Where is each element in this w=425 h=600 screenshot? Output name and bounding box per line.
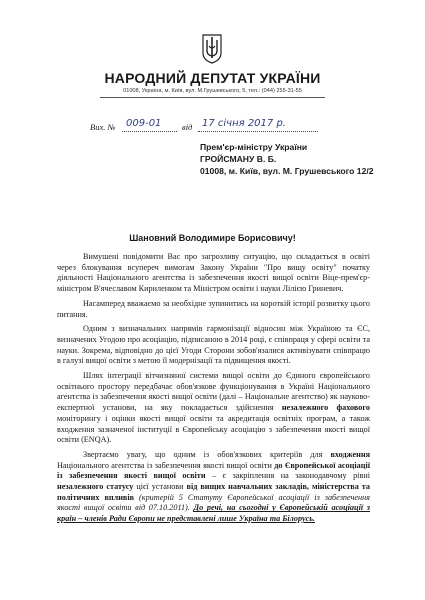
ukraine-trident-emblem-icon [201,34,223,64]
recipient-name: ГРОЙСМАНУ В. Б. [200,154,277,164]
letterhead-title: НАРОДНИЙ ДЕПУТАТ УКРАЇНИ [104,70,321,86]
letterhead-divider [100,97,325,98]
date-label: від [182,122,193,132]
letter-body [57,252,370,529]
paragraph-4: Шлях інтеграції вітчизняної системи вищої освіти до Єдиного європейського освітнього простору передбачає обов'язкове функціонування в Україні Національного агентства із забезпечення якості вищої освіти (далі – Національне агентство) як науково-експертної установи, на яку покладається здійснення незалежного фахового моніторингу і оцінки якості вищої освіти та акредитація освітніх програм, а також входження зазначеної інституції в Європейську асоціацію з забезпечення якості вищої освіти (ENQA). [57,371,371,445]
outgoing-number-value: 009-01 [126,118,162,129]
paragraph-5: Звертаємо увагу, що одним із обов'язкових критеріїв для входження Національного агентства із забезпечення якості вищої освіти до Європейської асоціації із забезпечення якості вищої освіти – є закріплення на законодавчому рівні незалежного статусу цієї установи від вищих навчальних закладів, міністерства та політичних впливів (критерій 5 Статуту Європейської асоціації із забезпечення якості вищої освіти від 07.10.2011). До речі, на сьогодні у Європейській асоціації з країн – членів Ради Європи не представлені лише Україна та Білорусь. [57,449,371,524]
greeting: Шановний Володимире Борисовичу! [129,233,296,243]
outgoing-reference [90,118,320,134]
recipient-position: Прем'єр-міністру України [200,142,308,152]
recipient-address: 01008, м. Київ, вул. М. Грушевського 12/2 [200,166,374,176]
outgoing-number-label: Вих. № [90,122,116,132]
paragraph-1: Вимушені повідомити Вас про загрозливу ситуацію, що складається в освіті через блокування всупереч вимогам Закону України "Про вищу освіту" початку діяльності Національного агентства із забезпечення якості вищої освіти Віце-прем'єр-міністром В'ячеславом Кириленком та Міністром освіти і науки Лілією Гриневич. [57,252,370,294]
paragraph-3: Одним з визначальних напрямів гармонізації відносин між Україною та ЄС, визначених Угодою про асоціацію, підписаною в 2014 році, є співпраця у сфері освіти та науки. Зокрема, відповідно до цієї Угоди Сторони зобов'язалися активізувати співпрацю в галузі вищої освіти з метою її модернізації та підвищення якості. [57,324,370,366]
paragraph-2: Насамперед вважаємо за необхідне зупинитись на короткій історії розвитку цього питання. [57,298,370,319]
letterhead-address: 01008, Україна, м. Київ, вул. М.Грушевського, 5, тел.: (044) 255-31-55 [123,88,302,94]
date-value: 17 січня 2017 р. [202,118,286,129]
recipient-block [200,141,420,177]
